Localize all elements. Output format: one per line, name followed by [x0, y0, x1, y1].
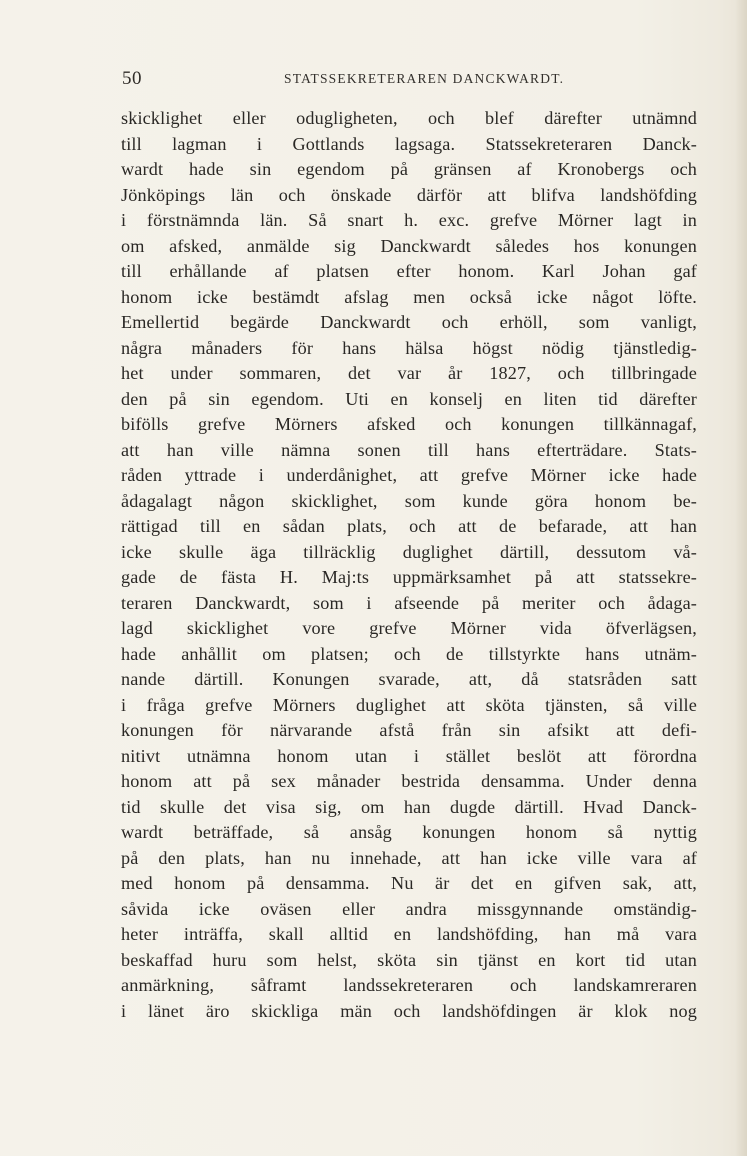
- text-line: wardt hade sin egendom på gränsen af Kronobergs och: [121, 159, 697, 179]
- text-line: såvida icke oväsen eller andra missgynnande omständig-: [121, 898, 697, 919]
- text-line: den på sin egendom. Uti en konselj en liten tid därefter: [121, 388, 697, 409]
- text-line: het under sommaren, det var år 1827, och tillbringade: [121, 363, 697, 383]
- text-line: råden yttrade i underdånighet, att grefve Mörner icke hade: [121, 465, 697, 485]
- text-line: Jönköpings län och önskade därför att blifva landshöfding: [121, 184, 697, 205]
- text-line: till lagman i Gottlands lagsaga. Statssekreteraren Danck-: [121, 133, 697, 154]
- text-line: till erhållande af platsen efter honom. Karl Johan gaf: [121, 261, 697, 281]
- text-line: honom icke bestämdt afslag men också icke något löfte.: [121, 286, 697, 307]
- text-line: gade de fästa H. Maj:ts uppmärksamhet på att statssekre-: [121, 567, 697, 587]
- text-line: i förstnämnda län. Så snart h. exc. grefve Mörner lagt in: [121, 210, 697, 230]
- text-line: hade anhållit om platsen; och de tillstyrkte hans utnäm-: [121, 643, 697, 664]
- text-line: på den plats, han nu innehade, att han icke ville vara af: [121, 847, 697, 868]
- text-line: tid skulle det visa sig, om han dugde därtill. Hvad Danck-: [121, 796, 697, 817]
- text-line: bifölls grefve Mörners afsked och konungen tillkännagaf,: [121, 414, 697, 434]
- text-line: att han ville nämna sonen till hans efterträdare. Stats-: [121, 439, 697, 460]
- text-line: ådagalagt någon skicklighet, som kunde göra honom be-: [121, 490, 697, 511]
- text-line: Emellertid begärde Danckwardt och erhöll, som vanligt,: [121, 312, 697, 332]
- text-line: beskaffad huru som helst, sköta sin tjänst en kort tid utan: [121, 949, 697, 970]
- text-line: skicklighet eller odugligheten, och blef därefter utnämnd: [121, 108, 697, 128]
- text-line: anmärkning, såframt landssekreteraren och landskamreraren: [121, 975, 697, 995]
- text-line: wardt beträffade, så ansåg konungen honom så nyttig: [121, 822, 697, 842]
- text-line: lagd skicklighet vore grefve Mörner vida öfverlägsen,: [121, 618, 697, 638]
- text-line: några månaders för hans hälsa högst nödig tjänstledig-: [121, 337, 697, 358]
- text-line: med honom på densamma. Nu är det en gifven sak, att,: [121, 873, 697, 893]
- running-head: STATSSEKRETERAREN DANCKWARDT.: [284, 71, 565, 86]
- page-edge-shadow: [735, 0, 747, 1156]
- text-line: om afsked, anmälde sig Danckwardt således hos konungen: [121, 235, 697, 256]
- text-line: rättigad till en sådan plats, och att de befarade, att han: [121, 516, 697, 536]
- text-line: icke skulle äga tillräcklig duglighet därtill, dessutom vå-: [121, 541, 697, 562]
- text-line: honom att på sex månader bestrida densamma. Under denna: [121, 771, 697, 791]
- text-line: heter inträffa, skall alltid en landshöfding, han må vara: [121, 924, 697, 944]
- text-line: i fråga grefve Mörners duglighet att sköta tjänsten, så ville: [121, 694, 697, 715]
- page-header: [122, 68, 696, 92]
- text-line: nitivt utnämna honom utan i stället beslöt att förordna: [121, 745, 697, 766]
- text-line: konungen för närvarande afstå från sin afsikt att defi-: [121, 720, 697, 740]
- text-line: i länet äro skickliga män och landshöfdingen är klok nog: [121, 1000, 697, 1021]
- page-number: 50: [122, 68, 142, 89]
- body-text: [121, 106, 697, 1024]
- text-line: teraren Danckwardt, som i afseende på meriter och ådaga-: [121, 592, 697, 613]
- text-line: nande därtill. Konungen svarade, att, då statsråden satt: [121, 669, 697, 689]
